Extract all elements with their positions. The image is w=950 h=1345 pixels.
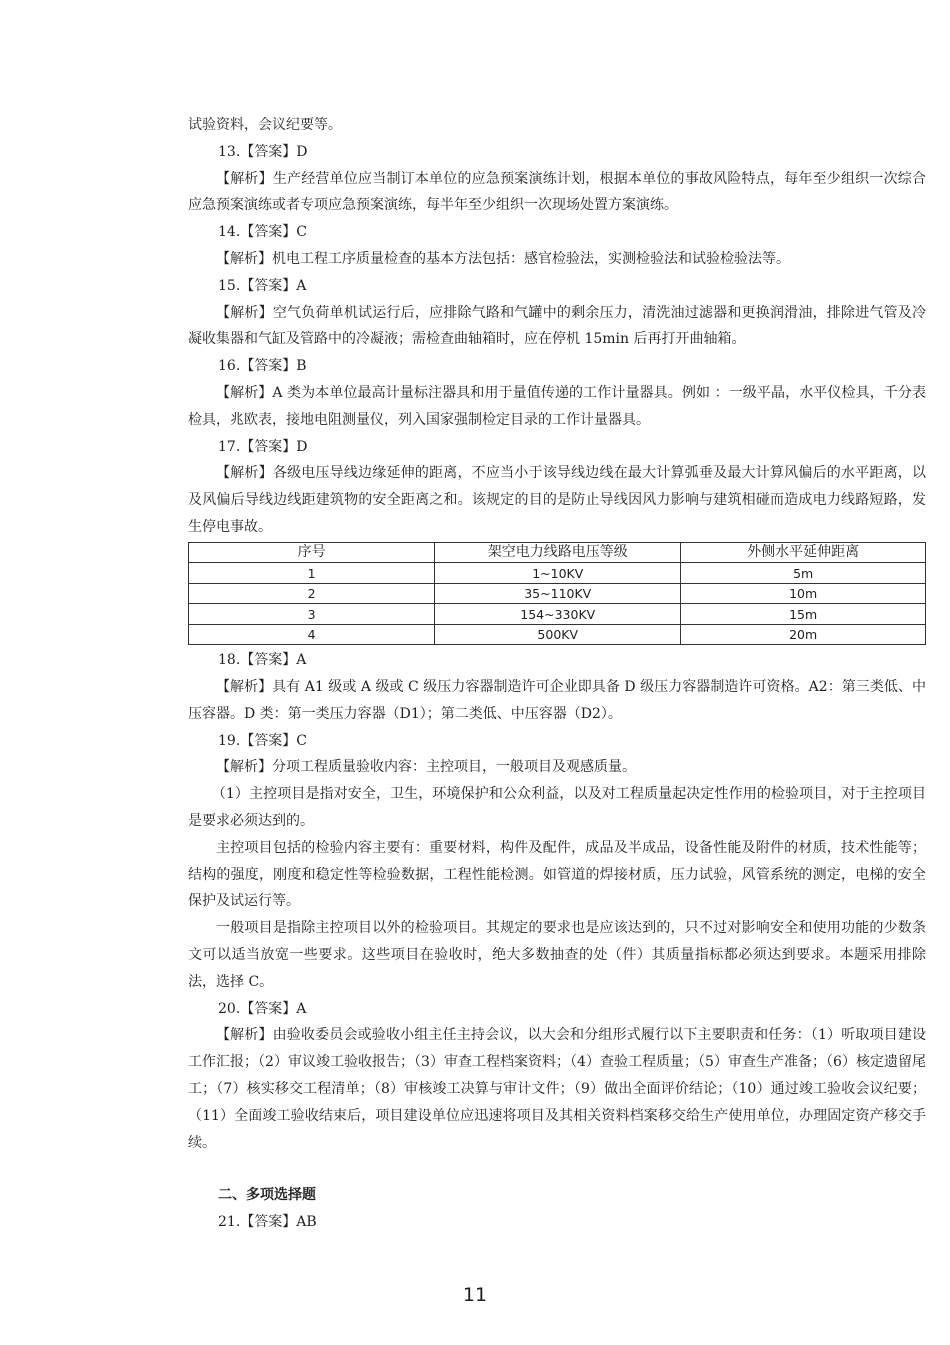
cell-voltage: 35~110KV: [435, 583, 681, 604]
header-distance: 外侧水平延伸距离: [681, 542, 926, 563]
analysis-paragraph: 【解析】生产经营单位应当制订本单位的应急预案演练计划，根据本单位的事故风险特点，每年至少组织一次综合应急预案演练或者专项应急预案演练，每半年至少组织一次现场处置方案演练。: [188, 170, 926, 214]
cell-voltage: 500KV: [435, 624, 681, 645]
analysis-paragraph: 【解析】各级电压导线边缘延伸的距离，不应当小于该导线边线在最大计算弧垂及最大计算风偏后的水平距离，以及风偏后导线边线距建筑物的安全距离之和。该规定的目的是防止导线因风力影响与建筑相碰而造成电力线路短路，发生停电事故。: [188, 465, 926, 535]
text-line: 试验资料，会议纪要等。: [188, 117, 342, 133]
answer-line: 19.【答案】C: [218, 732, 307, 749]
cell-index: 2: [189, 583, 435, 604]
header-voltage: 架空电力线路电压等级: [435, 542, 681, 563]
table-row: [189, 583, 926, 604]
explanation-paragraph: （1）主控项目是指对安全，卫生，环境保护和公众利益，以及对工程质量起决定性作用的检验项目，对于主控项目是要求必须达到的。: [188, 786, 926, 830]
cell-distance: 10m: [681, 583, 926, 604]
cell-distance: 5m: [681, 563, 926, 584]
cell-distance: 15m: [681, 604, 926, 625]
cell-index: 1: [189, 563, 435, 584]
answer-line: 21.【答案】AB: [218, 1214, 317, 1231]
answer-line: 14.【答案】C: [218, 224, 307, 241]
answer-line: 16.【答案】B: [218, 358, 307, 375]
answer-line: 18.【答案】A: [218, 652, 307, 669]
table-row: [189, 624, 926, 645]
page-content: [188, 112, 926, 1236]
table-header-row: [189, 542, 926, 563]
table-row: [189, 563, 926, 584]
explanation-paragraph: 主控项目包括的检验内容主要有：重要材料，构件及配件，成品及半成品，设备性能及附件的材质，技术性能等；结构的强度，刚度和稳定性等检验数据，工程性能检测。如管道的焊接材质，压力试验，风管系统的测定，电梯的安全保护及试运行等。: [188, 839, 926, 910]
answer-line: 15.【答案】A: [218, 277, 307, 294]
cell-index: 4: [189, 624, 435, 645]
cell-index: 3: [189, 604, 435, 625]
section-title: 二、多项选择题: [218, 1187, 316, 1204]
section-spacer: [188, 1156, 926, 1182]
cell-voltage: 154~330KV: [435, 604, 681, 625]
explanation-paragraph: 一般项目是指除主控项目以外的检验项目。其规定的要求也是应该达到的，只不过对影响安全和使用功能的少数条文可以适当放宽一些要求。这些项目在验收时，绝大多数抽查的处（件）其质量指标都必须达到要求。本题采用排除法，选择 C。: [188, 920, 926, 990]
analysis-paragraph: 【解析】A 类为本单位最高计量标注器具和用于量值传递的工作计量器具。例如 ：一级平晶，水平仪检具，千分表检具，兆欧表，接地电阻测量仪，列入国家强制检定目录的工作计量器具。: [188, 384, 926, 428]
cell-voltage: 1~10KV: [435, 563, 681, 584]
cell-distance: 20m: [681, 624, 926, 645]
header-index: 序号: [189, 542, 435, 563]
analysis-paragraph: 【解析】机电工程工序质量检查的基本方法包括：感官检验法，实测检验法和试验检验法等。: [216, 250, 790, 267]
distance-table: [188, 542, 926, 646]
answer-line: 17.【答案】D: [218, 438, 308, 455]
answer-line: 20.【答案】A: [218, 1000, 307, 1017]
analysis-paragraph: 【解析】由验收委员会或验收小组主任主持会议，以大会和分组形式履行以下主要职责和任务：（1）听取项目建设工作汇报；（2）审议竣工验收报告；（3）审查工程档案资料；（4）查验工程质量；（5）审查生产准备；（6）核定遗留尾工；（7）核实移交工程清单；（8）审核竣工决算与审计文件；（9）做出全面评价结论；（10）通过竣工验收会议纪要；（11）全面竣工验收结束后，项目建设单位应迅速将项目及其相关资料档案移交给生产使用单位，办理固定资产移交手续。: [188, 1027, 926, 1151]
analysis-paragraph: 【解析】空气负荷单机试运行后，应排除气路和气罐中的剩余压力，清洗油过滤器和更换润滑油，排除进气管及冷凝收集器和气缸及管路中的冷凝液；需检查曲轴箱时，应在停机 15min 后再打开曲轴箱。: [188, 304, 926, 348]
page-number: 11: [462, 1284, 488, 1306]
analysis-paragraph: 【解析】分项工程质量验收内容：主控项目，一般项目及观感质量。: [216, 759, 636, 776]
answer-line: 13.【答案】D: [218, 143, 308, 160]
analysis-paragraph: 【解析】具有 A1 级或 A 级或 C 级压力容器制造许可企业即具备 D 级压力容器制造许可资格。A2：第三类低、中压容器。D 类：第一类压力容器（D1）；第二类低、中压容器（D2）。: [188, 679, 926, 722]
table-row: [189, 604, 926, 625]
